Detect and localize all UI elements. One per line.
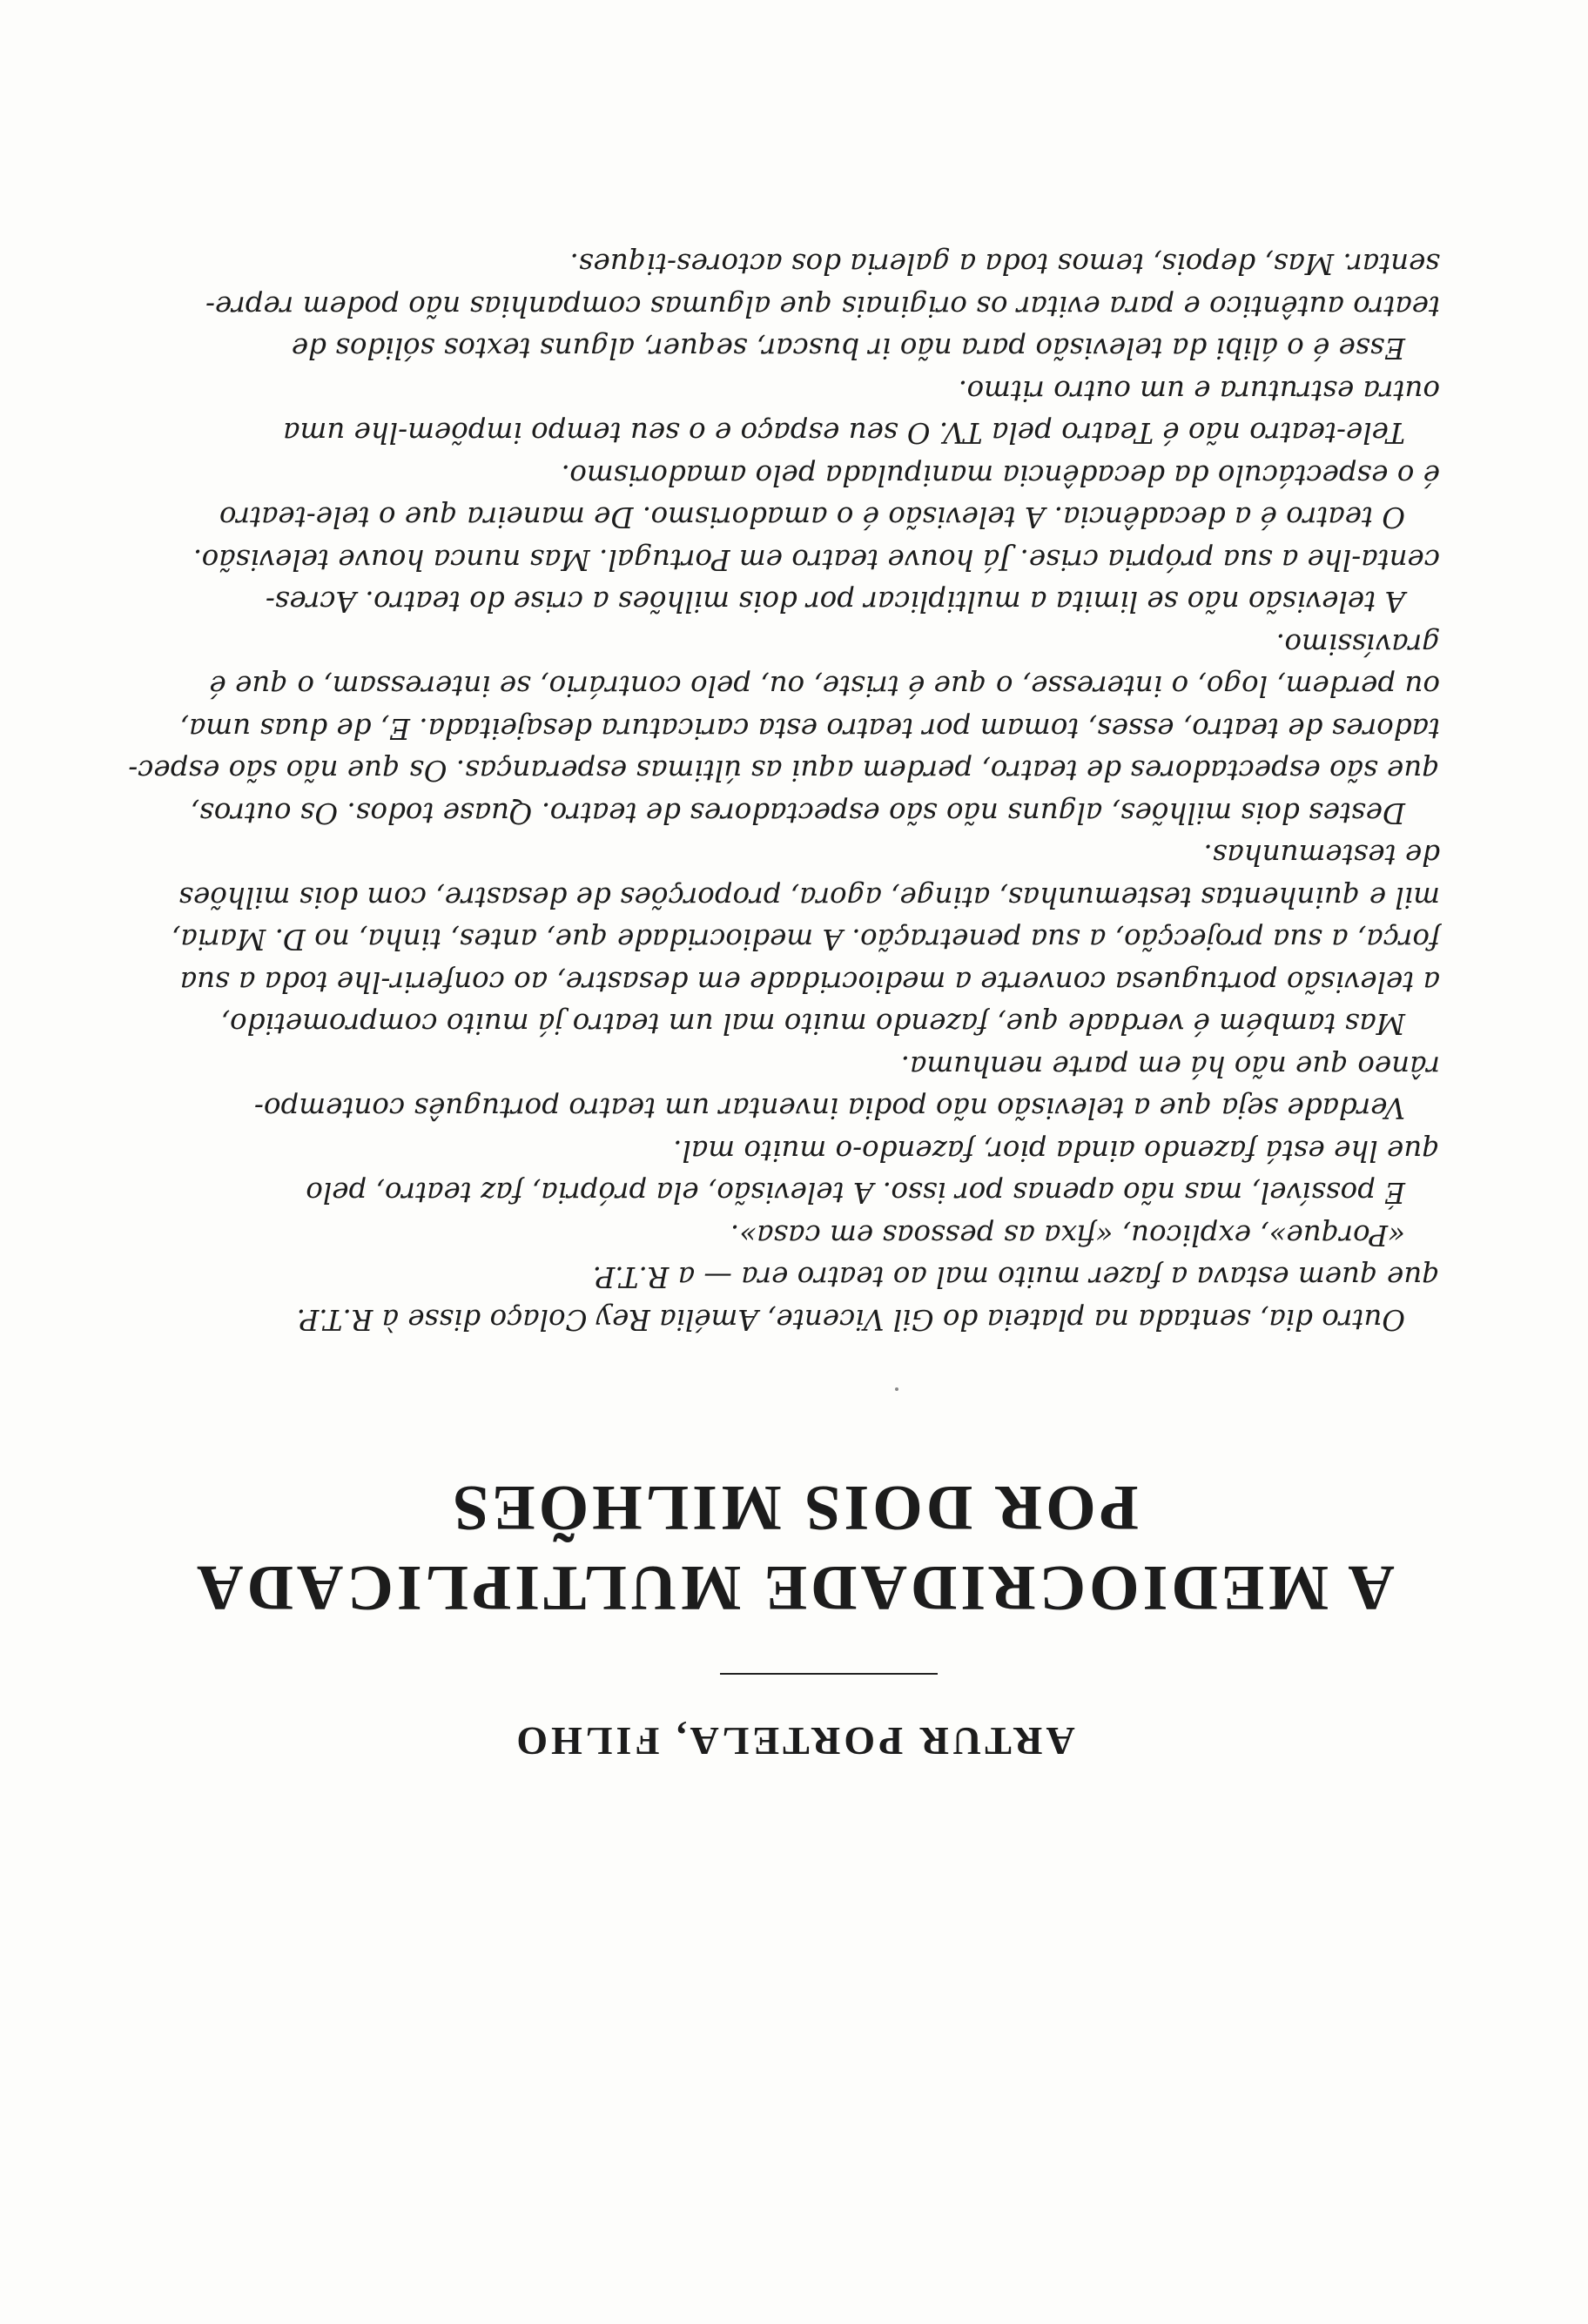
title-divider [720, 1673, 938, 1675]
body-line: que quem estava a fazer muito mal ao teatro era — a R.T.P. [592, 1260, 1440, 1294]
body-line: ou perdem, logo, o interesse, o que é triste, ou, pelo contrário, se interessam, o que é [209, 669, 1440, 703]
body-line: força, a sua projecção, a sua penetração. A mediocridade que, antes, tinha, no D. Maria, [172, 923, 1440, 957]
body-line: tadores de teatro, esses, tomam por teatro esta caricatura desajeitada. E, de duas uma, [179, 712, 1440, 745]
author-name: ARTUR PORTELA, FILHO [513, 1719, 1075, 1763]
body-line: outra estrutura e um outro ritmo. [958, 374, 1440, 407]
body-line: O teatro é a decadência. A televisão é o amadorismo. De maneira que o tele-teatro [219, 500, 1405, 534]
body-line: Tele-teatro não é Teatro pela TV. O seu espaço e o seu tempo impõem-lhe uma [283, 416, 1405, 450]
body-line: a televisão portuguesa converte a mediocridade em desastre, ao conferir-lhe toda a sua [179, 965, 1440, 998]
body-line: Destes dois milhões, alguns não são espectadores de teatro. Quase todos. Os outros, [190, 796, 1405, 830]
body-line: râneo que não há em parte nenhuma. [900, 1050, 1440, 1083]
title-line-2: POR DOIS MILHÕES [449, 1472, 1139, 1543]
body-line: Verdade seja que a televisão não podia inventar um teatro português contempo- [253, 1091, 1405, 1125]
body-line: Esse é o álibi da televisão para não ir buscar, sequer, alguns textos sólidos de [291, 332, 1405, 366]
body-line: centa-lhe a sua própria crise. Já houve teatro em Portugal. Mas nunca houve televisão. [192, 543, 1440, 576]
body-line: teatro autêntico e para evitar os originais que algumas companhias não podem repre- [205, 290, 1440, 323]
body-line: A televisão não se limita a multiplicar por dois milhões a crise do teatro. Acres- [265, 585, 1405, 619]
body-line: que lhe está fazendo ainda pior, fazendo-o muito mal. [673, 1134, 1440, 1167]
body-line: É possível, mas não apenas por isso. A televisão, ela própria, faz teatro, pelo [306, 1176, 1405, 1210]
body-line: Outro dia, sentada na plateia do Gil Vicente, Amélia Rey Colaço disse à R.T.P. [296, 1303, 1405, 1336]
body-line: é o espectáculo da decadência manipulada pelo amadorismo. [561, 459, 1440, 492]
article-title [0, 1468, 1588, 1628]
body-line: Mas também é verdade que, fazendo muito mal um teatro já muito comprometido, [220, 1007, 1405, 1041]
body-line: que são espectadores de teatro, perdem aqui as últimas esperanças. Os que não são espec- [128, 754, 1440, 788]
title-line-1: A MEDIOCRIDADE MULTIPLICADA [193, 1552, 1395, 1623]
body-line: de testemunhas. [1203, 838, 1440, 872]
body-line: gravíssimo. [1275, 628, 1440, 661]
body-line: sentar. Mas, depois, temos toda a galeria dos actores-tiques. [569, 247, 1440, 281]
scan-speck [895, 1387, 898, 1391]
body-line: mil e quinhentas testemunhas, atinge, agora, proporções de desastre, com dois milhões [178, 881, 1440, 914]
body-line: «Porque», explicou, «fixa as pessoas em casa». [730, 1219, 1405, 1252]
article-body [128, 243, 1440, 1340]
